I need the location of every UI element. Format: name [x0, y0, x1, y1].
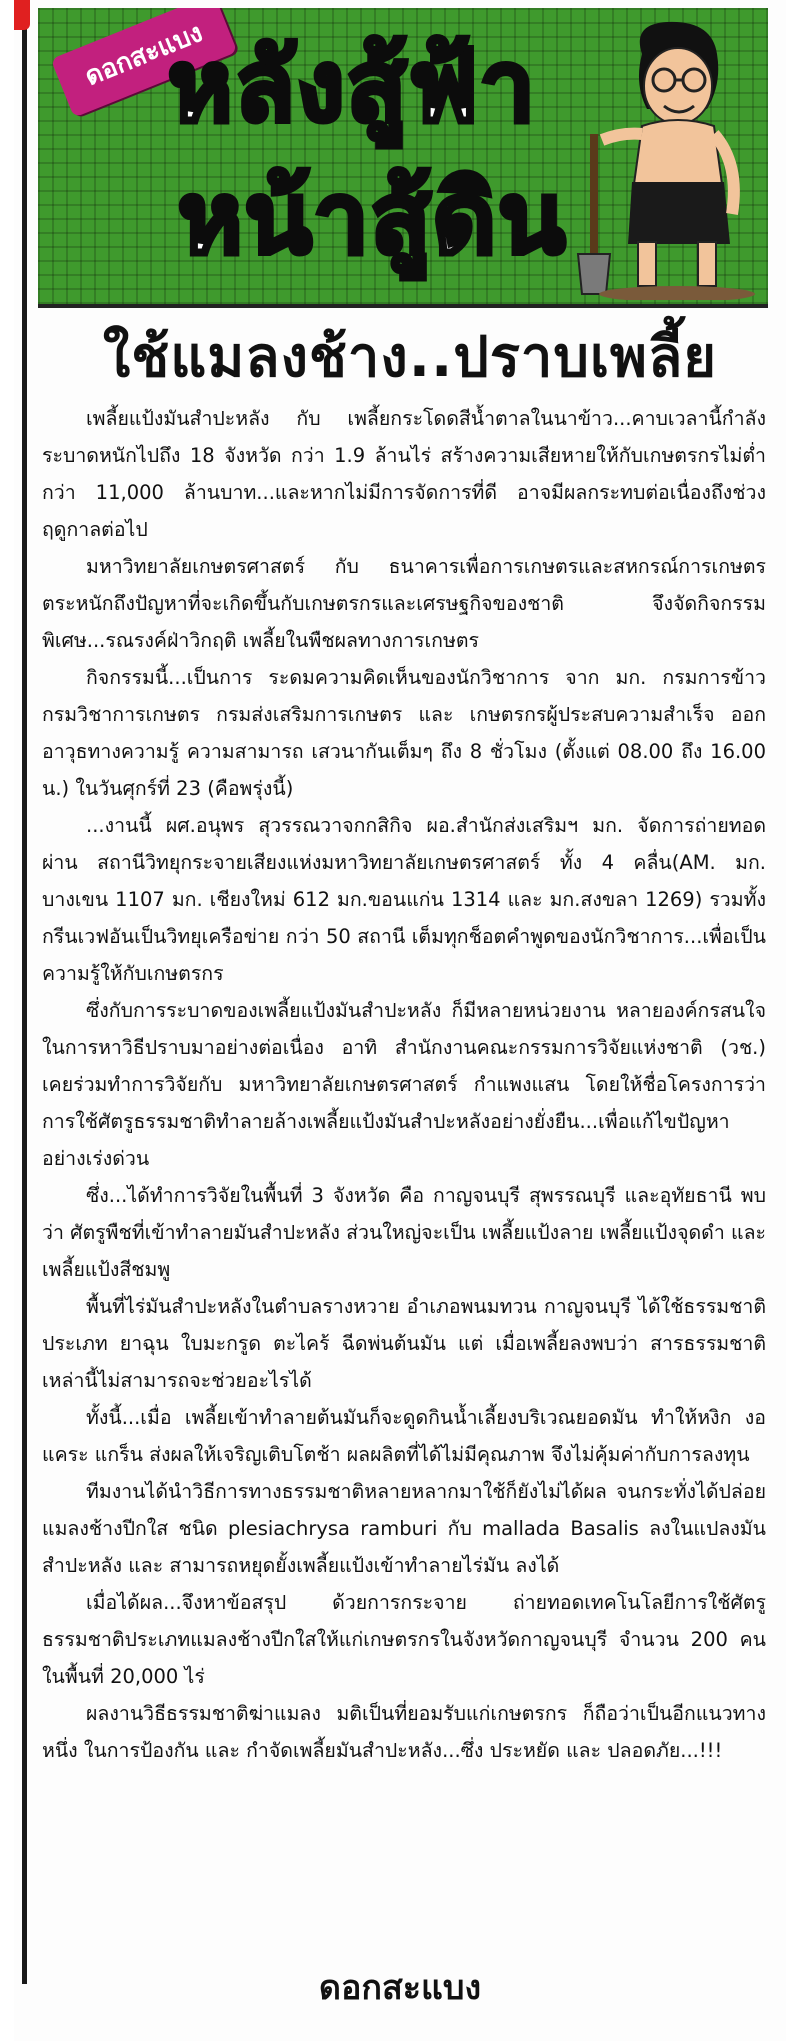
banner-title-line1: หลังสู้ฟ้า	[168, 30, 537, 144]
author-byline: ดอกสะแบง	[318, 1968, 482, 2008]
article-paragraph: เมื่อได้ผล...จึงหาข้อสรุป ด้วยการกระจาย ถ่ายทอดเทคโนโลยีการใช้ศัตรูธรรมชาติประเภทแมลงช้างปีกใสให้แก่เกษตรกรในจังหวัดกาญจนบุรี จำนวน 200 คน ในพื้นที่ 20,000 ไร่	[42, 1591, 766, 1688]
article-body	[42, 400, 766, 1769]
article-paragraph: เพลี้ยแป้งมันสำปะหลัง กับ เพลี้ยกระโดดสีน้ำตาลในนาข้าว...คาบเวลานี้กำลังระบาดหนักไปถึง 18 จังหวัด กว่า 1.9 ล้านไร่ สร้างความเสียหายให้กับเกษตรกรไม่ต่ำกว่า 11,000 ล้านบาท...และหากไม่มีการจัดการที่ดี อาจมีผลกระทบต่อเนื่องถึงช่วงฤดูกาลต่อไป	[42, 407, 766, 541]
article-paragraph: มหาวิทยาลัยเกษตรศาสตร์ กับ ธนาคารเพื่อการเกษตรและสหกรณ์การเกษตร ตระหนักถึงปัญหาที่จะเกิดขึ้นกับเกษตรกรและเศรษฐกิจของชาติ จึงจัดกิจกรรมพิเศษ...รณรงค์ฝ่าวิกฤติ เพลี้ยในพืชผลทางการเกษตร	[42, 555, 766, 652]
article-paragraph: พื้นที่ไร่มันสำปะหลังในตำบลรางหวาย อำเภอพนมทวน กาญจนบุรี ได้ใช้ธรรมชาติประเภท ยาฉุน ใบมะกรูด ตะไคร้ ฉีดพ่นต้นมัน แต่ เมื่อเพลี้ยลงพบว่า สารธรรมชาติเหล่านี้ไม่สามารถจะช่วยอะไรได้	[42, 1295, 766, 1392]
article-paragraph: ...งานนี้ ผศ.อนุพร สุวรรณวาจกกสิกิจ ผอ.สำนักส่งเสริมฯ มก. จัดการถ่ายทอด ผ่าน สถานีวิทยุกระจายเสียงแห่งมหาวิทยาลัยเกษตรศาสตร์ ทั้ง 4 คลื่น(AM. มก. บางเขน 1107 มก. เชียงใหม่ 612 มก.ขอนแก่น 1314 และ มก.สงขลา 1269) รวมทั้งกรีนเวฟอันเป็นวิทยุเครือข่าย กว่า 50 สถานี เต็มทุกช็อตคำพูดของนักวิชาการ...เพื่อเป็นความรู้ให้กับเกษตรกร	[42, 814, 766, 985]
article-paragraph: ทั้งนี้...เมื่อ เพลี้ยเข้าทำลายต้นมันก็จะดูดกินน้ำเลี้ยงบริเวณยอดมัน ทำให้หงิก งอ แคระ แกร็น ส่งผลให้เจริญเติบโตช้า ผลผลิตที่ได้ไม่มีคุณภาพ จึงไม่คุ้มค่ากับการลงทุน	[42, 1406, 766, 1466]
article-paragraph: ซึ่ง...ได้ทำการวิจัยในพื้นที่ 3 จังหวัด คือ กาญจนบุรี สุพรรณบุรี และอุทัยธานี พบว่า ศัตรูพืชที่เข้าทำลายมันสำปะหลัง ส่วนใหญ่จะเป็น เพลี้ยแป้งลาย เพลี้ยแป้งจุดดำ และ เพลี้ยแป้งสีชมพู	[42, 1184, 766, 1281]
left-border-rule	[22, 4, 27, 1984]
article-paragraph: ทีมงานได้นำวิธีการทางธรรมชาติหลายหลากมาใช้ก็ยังไม่ได้ผล จนกระทั่งได้ปล่อย แมลงช้างปีกใส ชนิด plesiachrysa ramburi กับ mallada Basalis ลงในแปลงมันสำปะหลัง และ สามารถหยุดยั้งเพลี้ยแป้งเข้าทำลายไร่มัน ลงได้	[42, 1480, 766, 1577]
article-paragraph: กิจกรรมนี้...เป็นการ ระดมความคิดเห็นของนักวิชาการ จาก มก. กรมการข้าว กรมวิชาการเกษตร กรมส่งเสริมการเกษตร และ เกษตรกรผู้ประสบความสำเร็จ ออกอาวุธทางความรู้ ความสามารถ เสวนากันเต็มๆ ถึง 8 ชั่วโมง (ตั้งแต่ 08.00 ถึง 16.00 น.) ในวันศุกร์ที่ 23 (คือพรุ่งนี้)	[42, 666, 766, 800]
column-header-banner	[38, 8, 768, 308]
article-paragraph: ซึ่งกับการระบาดของเพลี้ยแป้งมันสำปะหลัง ก็มีหลายหน่วยงาน หลายองค์กรสนใจในการหาวิธีปราบมาอย่างต่อเนื่อง อาทิ สำนักงานคณะกรรมการวิจัยแห่งชาติ (วช.) เคยร่วมทำการวิจัยกับ มหาวิทยาลัยเกษตรศาสตร์ กำแพงแสน โดยให้ชื่อโครงการว่า การใช้ศัตรูธรรมชาติทำลายล้างเพลี้ยแป้งมันสำปะหลังอย่างยั่งยืน...เพื่อแก้ไขปัญหาอย่างเร่งด่วน	[42, 999, 766, 1170]
column-name-badge: ดอกสะแบง	[51, 8, 238, 118]
article-paragraph: ผลงานวิธีธรรมชาติฆ่าแมลง มติเป็นที่ยอมรับแก่เกษตรกร ก็ถือว่าเป็นอีกแนวทางหนึ่ง ในการป้องกัน และ กำจัดเพลี้ยมันสำปะหลัง...ซึ่ง ประหยัด และ ปลอดภัย...!!!	[42, 1702, 766, 1762]
article-headline: ใช้แมลงช้าง..ปราบเพลี้ย	[102, 325, 718, 390]
farmer-cartoon-illustration	[572, 14, 762, 300]
banner-title-line2: หน้าสู้ดิน	[178, 162, 568, 276]
top-corner-mark	[14, 0, 30, 30]
farmer-figure	[599, 22, 755, 300]
shovel-icon	[578, 134, 610, 294]
